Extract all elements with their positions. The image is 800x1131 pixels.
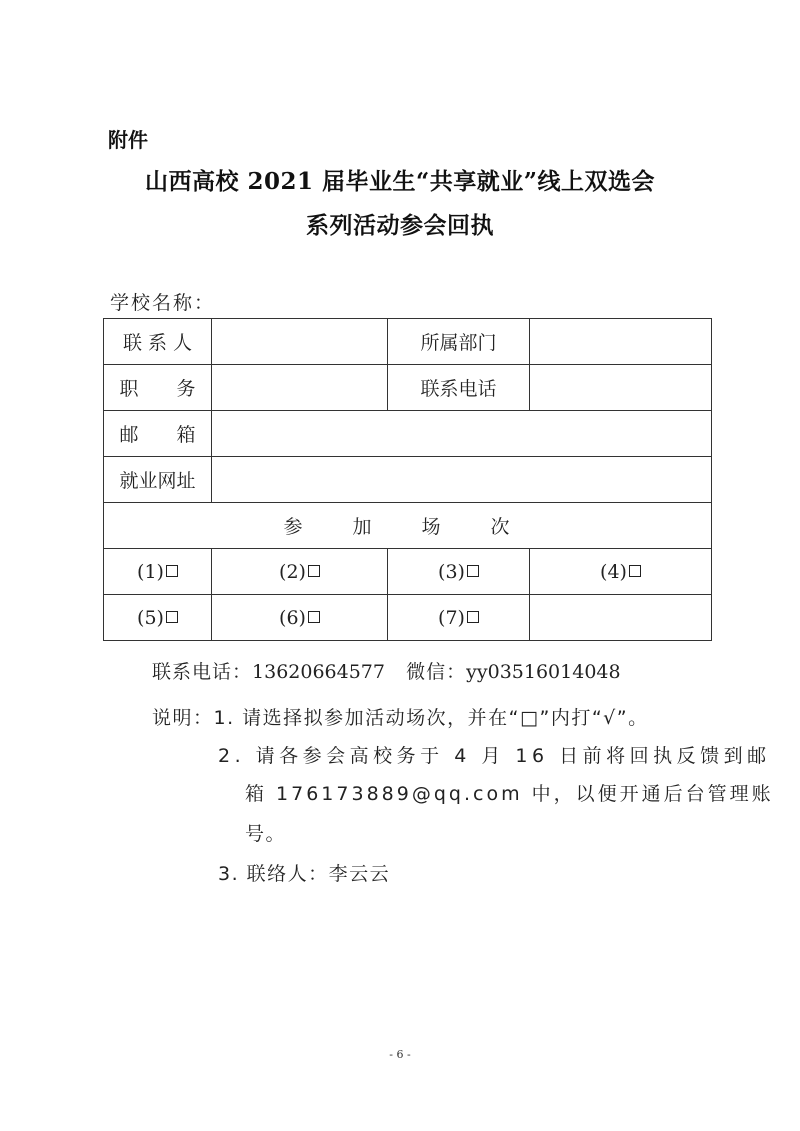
session-option-4[interactable]	[530, 549, 712, 595]
contact-wechat-label: 微信：	[406, 661, 467, 683]
checkbox-icon[interactable]	[166, 611, 178, 623]
checkbox-icon[interactable]	[308, 611, 320, 623]
session-option-label: (5)	[137, 606, 164, 629]
form-row-contact	[104, 319, 712, 365]
session-option-1[interactable]	[104, 549, 212, 595]
session-option-label: (4)	[600, 560, 627, 583]
note-item-1	[152, 703, 649, 730]
page-subtitle: 系列活动参会回执	[306, 212, 494, 239]
contact-phone-label: 联系电话：	[152, 661, 253, 683]
page-number: - 6 -	[389, 1048, 411, 1061]
checkbox-icon[interactable]	[467, 611, 479, 623]
phone-field[interactable]	[530, 365, 712, 411]
form-row-position	[104, 365, 712, 411]
phone-label: 联系电话	[388, 365, 530, 411]
contact-phone: 13620664577	[252, 661, 385, 683]
session-option-3[interactable]	[388, 549, 530, 595]
session-option-label: (6)	[279, 606, 306, 629]
school-name-label: 学校名称：	[110, 292, 216, 314]
email-label: 邮 箱	[104, 411, 212, 457]
form-row-sessions-header	[104, 503, 712, 549]
checkbox-icon[interactable]	[166, 565, 178, 577]
session-option-2[interactable]	[212, 549, 388, 595]
position-field[interactable]	[212, 365, 388, 411]
department-label: 所属部门	[388, 319, 530, 365]
form-row-website	[104, 457, 712, 503]
form-row-options-1	[104, 549, 712, 595]
checkbox-icon[interactable]	[308, 565, 320, 577]
form-row-email	[104, 411, 712, 457]
contact-wechat: yy03516014048	[466, 661, 621, 683]
session-option-label: (1)	[137, 560, 164, 583]
empty-cell	[530, 595, 712, 641]
checkbox-icon[interactable]	[467, 565, 479, 577]
note-label: 说明：	[152, 707, 214, 729]
website-label: 就业网址	[104, 457, 212, 503]
position-label: 职 务	[104, 365, 212, 411]
session-option-5[interactable]	[104, 595, 212, 641]
note-item-2-line-2: 箱 176173889@qq.com 中，以便开通后台管理账	[245, 783, 774, 805]
form-row-options-2	[104, 595, 712, 641]
sessions-header: 参 加 场 次	[104, 503, 712, 549]
page-title: 山西高校 2021 届毕业生“共享就业”线上双选会	[145, 168, 655, 195]
contact-person-field[interactable]	[212, 319, 388, 365]
website-field[interactable]	[212, 457, 712, 503]
email-field[interactable]	[212, 411, 712, 457]
registration-form	[103, 318, 712, 641]
session-option-label: (3)	[438, 560, 465, 583]
note-item-3: 3. 联络人：李云云	[218, 863, 391, 885]
session-option-7[interactable]	[388, 595, 530, 641]
session-option-label: (2)	[279, 560, 306, 583]
contact-person-label: 联 系 人	[104, 319, 212, 365]
note-item-2-line-3: 号。	[245, 823, 287, 845]
attachment-label: 附件	[108, 128, 148, 152]
session-option-6[interactable]	[212, 595, 388, 641]
note-item-2-line-1: 2. 请各参会高校务于 4 月 16 日前将回执反馈到邮	[218, 745, 771, 767]
note-text: 1. 请选择拟参加活动场次，并在“□”内打“√”。	[213, 707, 649, 729]
department-field[interactable]	[530, 319, 712, 365]
contact-info	[152, 657, 621, 684]
session-option-label: (7)	[438, 606, 465, 629]
checkbox-icon[interactable]	[629, 565, 641, 577]
